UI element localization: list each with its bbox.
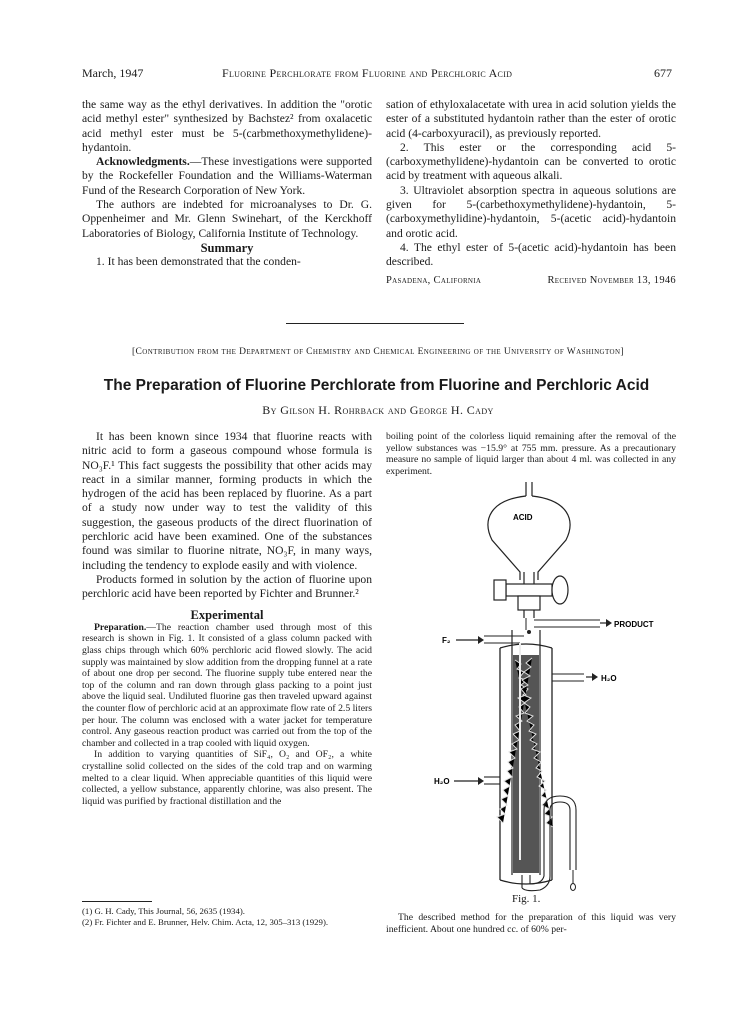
prev-paragraph: the same way as the ethyl derivatives. In addition the "orotic acid methyl ester" synthesized by Bachstez² from oxalacetic acid methyl ester must be 5-(carbmethoxymethylidene)-hydantoin. [82, 98, 372, 154]
experimental-body [82, 622, 372, 808]
reaction-chamber-diagram [420, 480, 654, 892]
received-line [386, 274, 676, 288]
summary-item-1-continued: sation of ethyloxalacetate with urea in acid solution yields the ester of a substituted hydantoin rather than the ester of orotic acid (4-carboxyuracil), as previously reported. [386, 98, 676, 140]
products-paragraph: In addition to varying quantities of SiF₄, O₂ and OF₂, a white crystalline solid collected on the sides of the cold trap and on warming melted to a clear liquid. When appreciable quantities of this liquid were collected, a yellow substance, apparently chlorine, was also present. The liquid was purified by fractional distillation and the [82, 749, 372, 807]
footnotes [82, 906, 372, 928]
article-left-column [82, 430, 372, 807]
prev-article-right-column [386, 98, 676, 288]
footnote-2: (2) Fr. Fichter and E. Brunner, Helv. Chim. Acta, 12, 305–313 (1929). [82, 917, 329, 927]
place-label: Pasadena, California [386, 274, 482, 286]
summary-item-2: 2. This ester or the corresponding acid 5-(carboxymethylidene)-hydantoin can be converted to orotic acid by treatment with aqueous alkali. [386, 140, 676, 183]
method-paragraph-box [386, 912, 676, 935]
product-label: PRODUCT [614, 620, 654, 629]
summary-item-3: 3. Ultraviolet absorption spectra in aqueous solutions are given for 5-(carbethoxymethylidene)-hydantoin, 5-(carboxymethylidine)-hydantoin, 5-(acetic acid)-hydantoin and orotic acid. [386, 183, 676, 240]
fichter-paragraph: Products formed in solution by the action of fluorine upon perchloric acid have been reported by Fichter and Brunner.² [82, 572, 372, 601]
byline: By Gilson H. Rohrback and George H. Cady [262, 403, 494, 417]
boiling-point-paragraph: boiling point of the colorless liquid remaining after the removal of the yellow substances was −15.9° at 755 mm. pressure. As a precautionary measure no sample of liquid larger than about 4 ml. was collected in any experiment. [386, 431, 676, 477]
acknowledgments-text: —These investigations were supported by the Rockefeller Foundation and the Williams-Waterman Fund of the Research Corporation of New York. [82, 155, 372, 197]
summary-item-1: 1. It has been demonstrated that the conden- [96, 255, 301, 269]
preparation-text: —The reaction chamber used through most of this research is shown in Fig. 1. It consisted of a glass column packed with glass chips through which 60% perchloric acid flowed slowly. The acid supply was maintained by slow addition from the dropping funnel at a rate of about one drop per second. The fluorine supply tube entered near the top of the column and ran down through glass packing to a point just above the liquid seal. Undiluted fluorine gas then traveled upward against the counter flow of perchloric acid at an approximate flow rate of 2.5 liters per hour. The column was enclosed with a water jacket for temperature control. Any gaseous reaction product was carried out from the top of the chamber and collected in a trap cooled with liquid oxygen. [82, 621, 372, 749]
contribution-note: [Contribution from the Department of Chemistry and Chemical Engineering of the University of Washington] [131, 347, 625, 357]
summary-heading: Summary [200, 240, 254, 255]
boiling-point-paragraph-box [386, 431, 676, 477]
stopcock [506, 584, 552, 596]
microanalyses-paragraph: The authors are indebted for microanalyses to Dr. G. Oppenheimer and Mr. Glenn Swinehart, of the Kerckhoff Laboratories of Biology, California Institute of Technology. [82, 198, 372, 240]
dropping-funnel [488, 496, 570, 580]
method-paragraph: The described method for the preparation of this liquid was very inefficient. About one hundred cc. of 60% per- [386, 912, 676, 935]
footnote-1: (1) G. H. Cady, This Journal, 56, 2635 (1934). [82, 906, 245, 916]
acknowledgments-heading: Acknowledgments. [96, 155, 190, 169]
intro-paragraph: It has been known since 1934 that fluorine reacts with nitric acid to form a gaseous compound whose formula is NO₃F.¹ This fact suggests the possibility that other acids may react in a similar manner, forming products in which the hydrogen of the acid has been replaced by fluorine. As a part of a study now under way to test the validity of this suggestion, the gaseous products of the direct fluorination of perchloric acid have been examined. One of the substances found was similar to fluorine nitrate, NO₃F, in many ways, including the tendency to explode easily and with violence. [82, 430, 372, 572]
h2o-outlet-label: H₂O [601, 674, 617, 683]
summary-item-4: 4. The ethyl ester of 5-(acetic acid)-hydantoin has been described. [386, 240, 676, 269]
figure-1 [420, 480, 654, 892]
header-date: March, 1947 [82, 66, 144, 80]
footnote-rule [82, 901, 152, 902]
page-number: 677 [654, 66, 672, 80]
figure-caption: Fig. 1. [512, 893, 541, 905]
acknowledgments-paragraph [82, 155, 372, 198]
experimental-heading: Experimental [190, 607, 264, 622]
article-title: The Preparation of Fluorine Perchlorate from Fluorine and Perchloric Acid [103, 377, 650, 394]
received-date: Received November 13, 1946 [547, 274, 676, 286]
preparation-heading: Preparation. [94, 621, 147, 633]
prev-article-left-column [82, 98, 372, 270]
article-separator-rule [286, 323, 464, 324]
preparation-paragraph [82, 622, 372, 750]
running-title: Fluorine Perchlorate from Fluorine and Perchloric Acid [222, 66, 513, 80]
h2o-inlet-label: H₂O [434, 777, 450, 786]
f2-label: F₂ [442, 636, 451, 645]
acid-label: ACID [513, 513, 533, 522]
